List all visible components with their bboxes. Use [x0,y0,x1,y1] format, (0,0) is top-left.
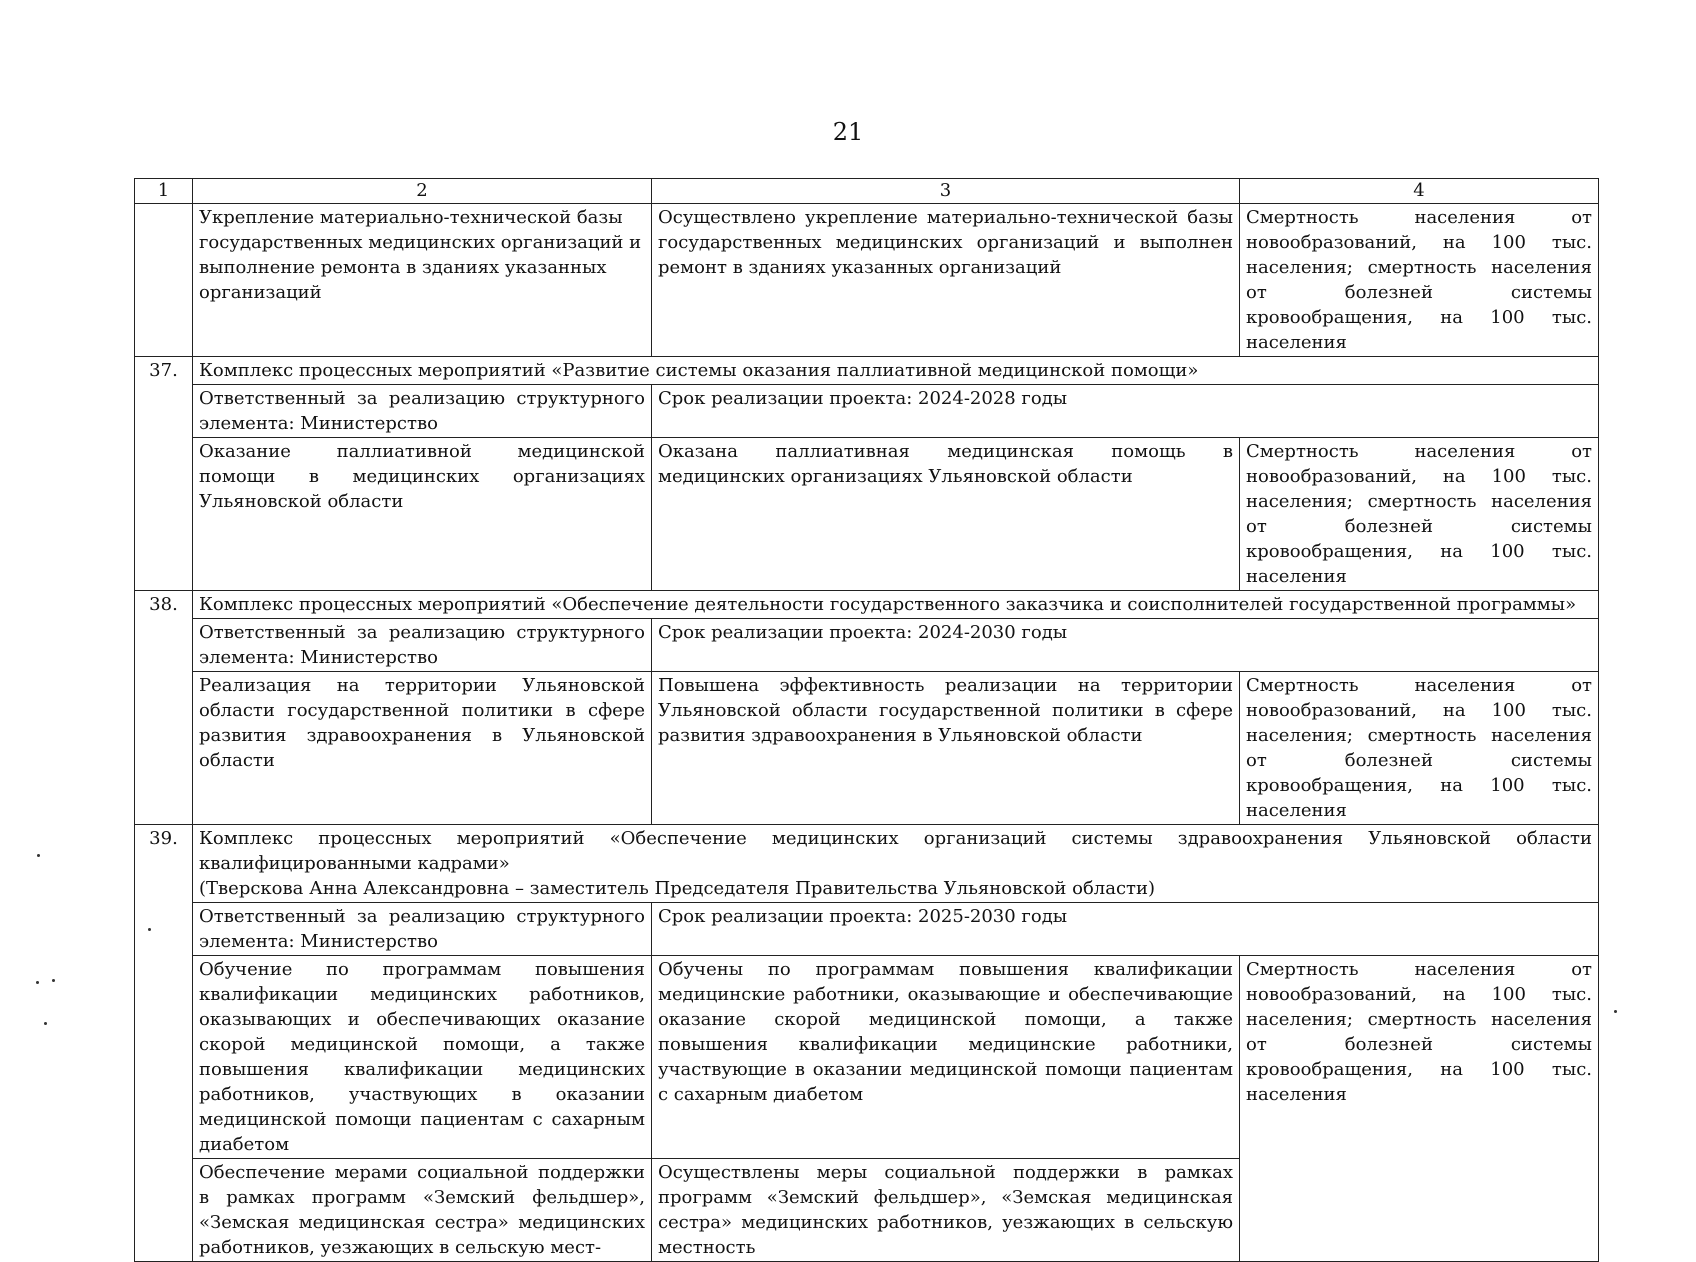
task-cell: Обеспечение мерами социальной поддержки в рамках программ «Земский фельдшер», «Земская медицинская сестра» медицинских работников, уезжающих в сельскую мест- [193,1159,652,1262]
indicator-cell: Смертность населения от новообразований, на 100 тыс. населения; смертность населения от болезней системы кровообращения, на 100 тыс. населения [1240,672,1599,825]
section-title-cell [193,825,1599,903]
table-row [135,438,1599,591]
section-title-row [135,591,1599,619]
column-header-1: 1 [135,179,193,204]
result-cell: Обучены по программам повышения квалификации медицинские работники, оказывающие и обеспечивающие оказание скорой медицинской помощи, а также повышения квалификации медицинские работники, участвующие в оказании медицинской помощи пациентам с сахарным диабетом [652,956,1240,1159]
term-cell: Срок реализации проекта: 2024-2030 годы [652,619,1599,672]
scan-speck [52,979,55,982]
task-cell: Укрепление материально-технической базы государственных медицинских организаций и выполнение ремонта в зданиях указанных организаций [193,204,652,357]
term-cell: Срок реализации проекта: 2024-2028 годы [652,385,1599,438]
table-row [135,204,1599,357]
indicator-cell: Смертность населения от новообразований, на 100 тыс. населения; смертность населения от болезней системы кровообращения, на 100 тыс. населения [1240,204,1599,357]
section-number: 39. [135,825,193,1262]
responsible-row [135,619,1599,672]
indicator-cell: Смертность населения от новообразований, на 100 тыс. населения; смертность населения от болезней системы кровообращения, на 100 тыс. населения [1240,956,1599,1262]
section-title-row [135,825,1599,903]
table-row [135,956,1599,1159]
responsible-cell: Ответственный за реализацию структурного элемента: Министерство [193,385,652,438]
program-table [134,178,1599,1262]
section-title: Комплекс процессных мероприятий «Развитие системы оказания паллиативной медицинской помощи» [193,357,1599,385]
table-row [135,672,1599,825]
responsible-row [135,385,1599,438]
responsible-cell: Ответственный за реализацию структурного элемента: Министерство [193,619,652,672]
task-cell: Оказание паллиативной медицинской помощи в медицинских организациях Ульяновской области [193,438,652,591]
section-number: 38. [135,591,193,825]
section-title: Комплекс процессных мероприятий «Обеспечение медицинских организаций системы здравоохранения Ульяновской области квалифицированными кадрами» [199,828,1592,874]
task-cell: Реализация на территории Ульяновской области государственной политики в сфере развития здравоохранения в Ульяновской области [193,672,652,825]
scan-speck [148,928,151,931]
result-cell: Оказана паллиативная медицинская помощь в медицинских организациях Ульяновской области [652,438,1240,591]
result-cell: Повышена эффективность реализации на территории Ульяновской области государственной политики в сфере развития здравоохранения в Ульяновской области [652,672,1240,825]
table-header-row [135,179,1599,204]
scan-speck [44,1022,47,1025]
responsible-row [135,903,1599,956]
section-number: 37. [135,357,193,591]
row-number-empty [135,204,193,357]
column-header-3: 3 [652,179,1240,204]
scan-speck [36,981,39,984]
section-title-row [135,357,1599,385]
task-cell: Обучение по программам повышения квалификации медицинских работников, оказывающих и обеспечивающих оказание скорой медицинской помощи, а также повышения квалификации медицинских работников, участвующих в оказании медицинской помощи пациентам с сахарным диабетом [193,956,652,1159]
page-number: 21 [832,118,864,146]
column-header-2: 2 [193,179,652,204]
indicator-cell: Смертность населения от новообразований, на 100 тыс. населения; смертность населения от болезней системы кровообращения, на 100 тыс. населения [1240,438,1599,591]
column-header-4: 4 [1240,179,1599,204]
term-cell: Срок реализации проекта: 2025-2030 годы [652,903,1599,956]
scan-speck [1614,1010,1617,1013]
section-curator: (Тверскова Анна Александровна – заместитель Председателя Правительства Ульяновской области) [199,878,1156,899]
responsible-cell: Ответственный за реализацию структурного элемента: Министерство [193,903,652,956]
scan-speck [37,854,40,857]
result-cell: Осуществлены меры социальной поддержки в рамках программ «Земский фельдшер», «Земская медицинская сестра» медицинских работников, уезжающих в сельскую местность [652,1159,1240,1262]
section-title: Комплекс процессных мероприятий «Обеспечение деятельности государственного заказчика и соисполнителей государственной программы» [193,591,1599,619]
result-cell: Осуществлено укрепление материально-технической базы государственных медицинских организаций и выполнен ремонт в зданиях указанных организаций [652,204,1240,357]
